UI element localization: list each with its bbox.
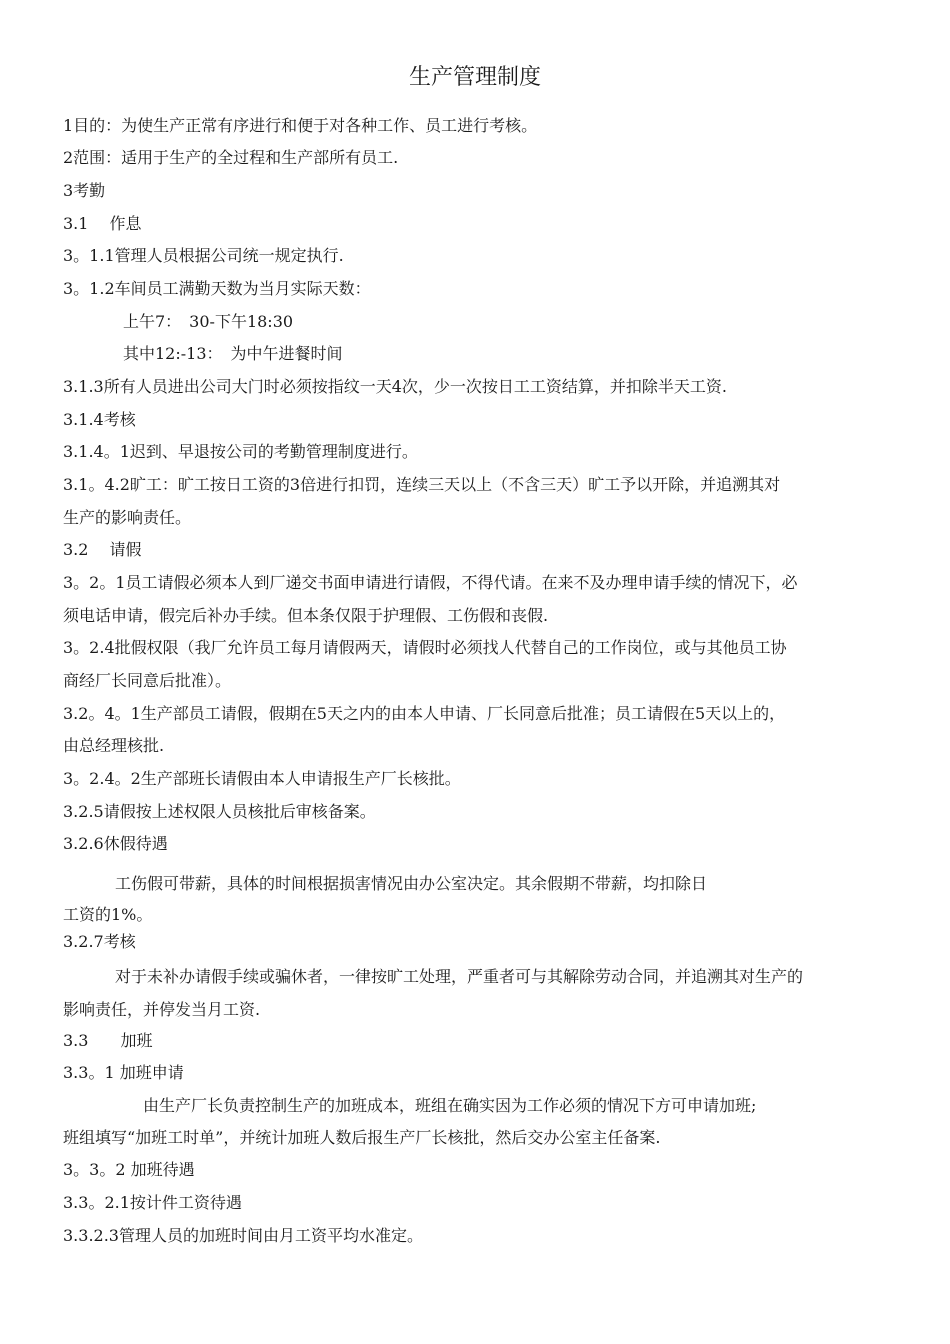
paragraph: 2范围：适用于生产的全过程和生产部所有员工. bbox=[63, 148, 399, 167]
section-heading: 3.2.6休假待遇 bbox=[63, 834, 168, 853]
schedule-line: 上午7： 30-下午18:30 bbox=[123, 312, 294, 331]
paragraph: 对于未补办请假手续或骗休者，一律按旷工处理，严重者可与其解除劳动合同，并追溯其对生产的 bbox=[115, 967, 804, 986]
paragraph: 3.1.3所有人员进出公司大门时必须按指纹一天4次，少一次按日工工资结算，并扣除半天工资. bbox=[63, 377, 727, 396]
section-heading: 3.1 作息 bbox=[63, 214, 142, 233]
section-heading: 3.2.7考核 bbox=[63, 932, 136, 951]
paragraph: 工伤假可带薪，具体的时间根据损害情况由办公室决定。其余假期不带薪，均扣除日 bbox=[115, 874, 708, 893]
paragraph: 须电话申请，假完后补办手续。但本条仅限于护理假、工伤假和丧假. bbox=[63, 606, 549, 625]
paragraph: 班组填写“加班工时单”，并统计加班人数后报生产厂长核批，然后交办公室主任备案. bbox=[63, 1128, 661, 1147]
paragraph: 3.3.2.3管理人员的加班时间由月工资平均水准定。 bbox=[63, 1226, 423, 1245]
paragraph: 商经厂长同意后批准）。 bbox=[63, 671, 232, 690]
section-heading: 3。3。2 加班待遇 bbox=[63, 1160, 195, 1179]
schedule-line: 其中12:-13： 为中午进餐时间 bbox=[123, 344, 343, 363]
paragraph: 1目的：为使生产正常有序进行和便于对各种工作、员工进行考核。 bbox=[63, 116, 538, 135]
paragraph: 3.1.4。1迟到、早退按公司的考勤管理制度进行。 bbox=[63, 442, 418, 461]
paragraph: 由总经理核批. bbox=[63, 736, 165, 755]
section-heading: 3.2 请假 bbox=[63, 540, 142, 559]
section-heading: 3考勤 bbox=[63, 181, 106, 200]
paragraph: 3.1。4.2旷工：旷工按日工资的3倍进行扣罚，连续三天以上（不含三天）旷工予以开除，并追溯其对 bbox=[63, 475, 781, 494]
paragraph: 生产的影响责任。 bbox=[63, 508, 192, 527]
paragraph: 3。1.2车间员工满勤天数为当月实际天数： bbox=[63, 279, 371, 298]
section-heading: 3.3。1 加班申请 bbox=[63, 1063, 184, 1082]
section-heading: 3.1.4考核 bbox=[63, 410, 136, 429]
section-heading: 3.3 加班 bbox=[63, 1031, 153, 1050]
paragraph: 3.3。2.1按计件工资待遇 bbox=[63, 1193, 242, 1212]
paragraph: 3。2。1员工请假必须本人到厂递交书面申请进行请假，不得代请。在来不及办理申请手续的情况下，必 bbox=[63, 573, 798, 592]
paragraph: 影响责任，并停发当月工资. bbox=[63, 1000, 261, 1019]
paragraph: 3.2。4。1生产部员工请假，假期在5天之内的由本人申请、厂长同意后批准；员工请假在5天以上的， bbox=[63, 704, 786, 723]
paragraph: 3。1.1管理人员根据公司统一规定执行. bbox=[63, 246, 344, 265]
paragraph: 3.2.5请假按上述权限人员核批后审核备案。 bbox=[63, 802, 376, 821]
paragraph: 由生产厂长负责控制生产的加班成本，班组在确实因为工作必须的情况下方可申请加班; bbox=[143, 1096, 757, 1115]
paragraph: 3。2.4。2生产部班长请假由本人申请报生产厂长核批。 bbox=[63, 769, 461, 788]
paragraph: 工资的1%。 bbox=[63, 905, 153, 924]
paragraph: 3。2.4批假权限（我厂允许员工每月请假两天，请假时必须找人代替自己的工作岗位，或与其他员工协 bbox=[63, 638, 787, 657]
page-title: 生产管理制度 bbox=[408, 65, 541, 90]
